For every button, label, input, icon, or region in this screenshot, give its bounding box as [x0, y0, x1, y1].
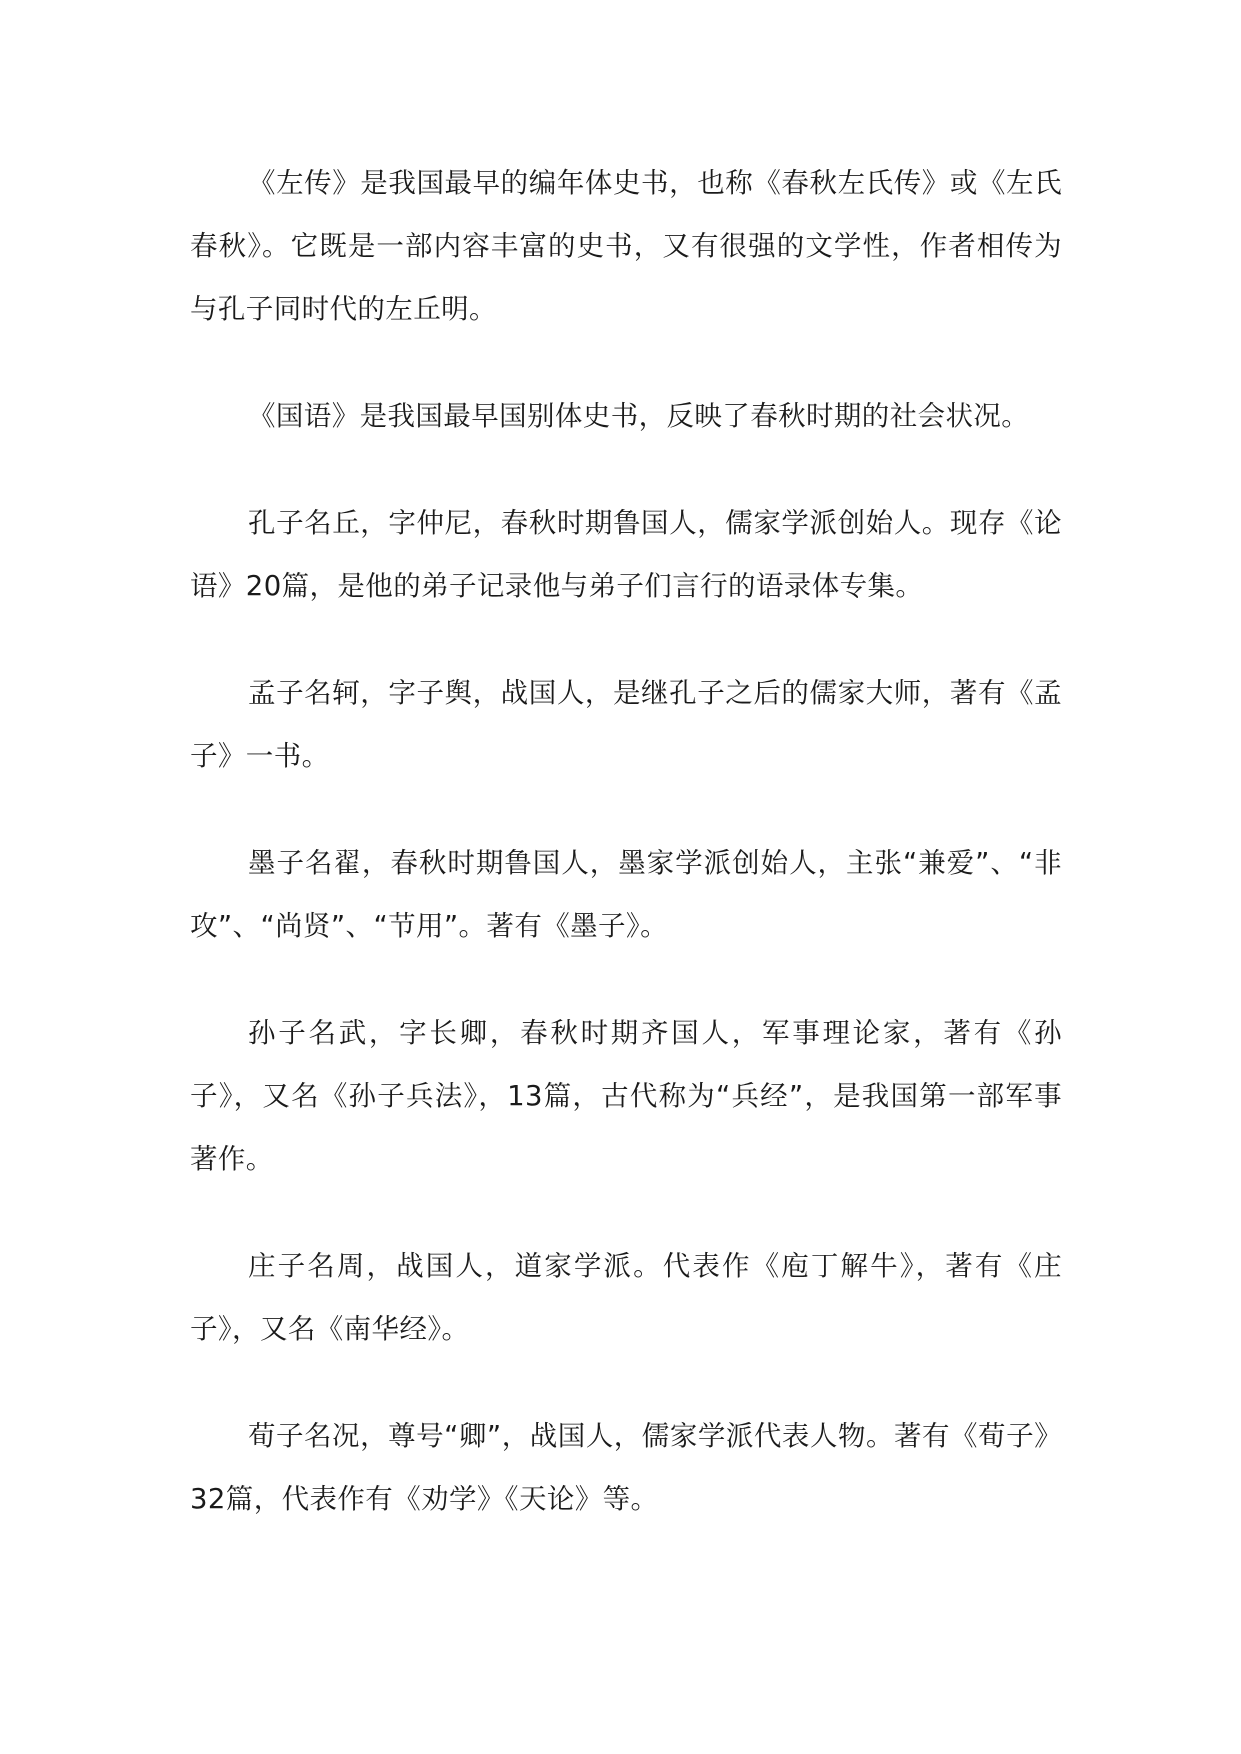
paragraph-zuozhuan: 《左传》是我国最早的编年体史书，也称《春秋左氏传》或《左氏春秋》。它既是一部内容丰富的史书，又有很强的文学性，作者相传为与孔子同时代的左丘明。: [190, 167, 1062, 325]
document-body: [190, 152, 1062, 1575]
paragraph-mencius: 孟子名轲，字子舆，战国人，是继孔子之后的儒家大师，著有《孟子》一书。: [190, 677, 1062, 772]
paragraph-xunzi: 荀子名况，尊号“卿”，战国人，儒家学派代表人物。著有《荀子》32篇，代表作有《劝学》《天论》等。: [190, 1420, 1062, 1515]
paragraph-zhuangzi: 庄子名周，战国人，道家学派。代表作《庖丁解牛》，著有《庄子》，又名《南华经》。: [190, 1250, 1062, 1345]
paragraph-mozi: 墨子名翟，春秋时期鲁国人，墨家学派创始人，主张“兼爱”、“非攻”、“尚贤”、“节用”。著有《墨子》。: [190, 847, 1062, 942]
paragraph-confucius: 孔子名丘，字仲尼，春秋时期鲁国人，儒家学派创始人。现存《论语》20篇，是他的弟子记录他与弟子们言行的语录体专集。: [190, 507, 1062, 602]
paragraph-sunzi: 孙子名武，字长卿，春秋时期齐国人，军事理论家，著有《孙子》，又名《孙子兵法》，13篇，古代称为“兵经”，是我国第一部军事著作。: [190, 1017, 1062, 1175]
paragraph-guoyu: 《国语》是我国最早国别体史书，反映了春秋时期的社会状况。: [248, 400, 1030, 432]
